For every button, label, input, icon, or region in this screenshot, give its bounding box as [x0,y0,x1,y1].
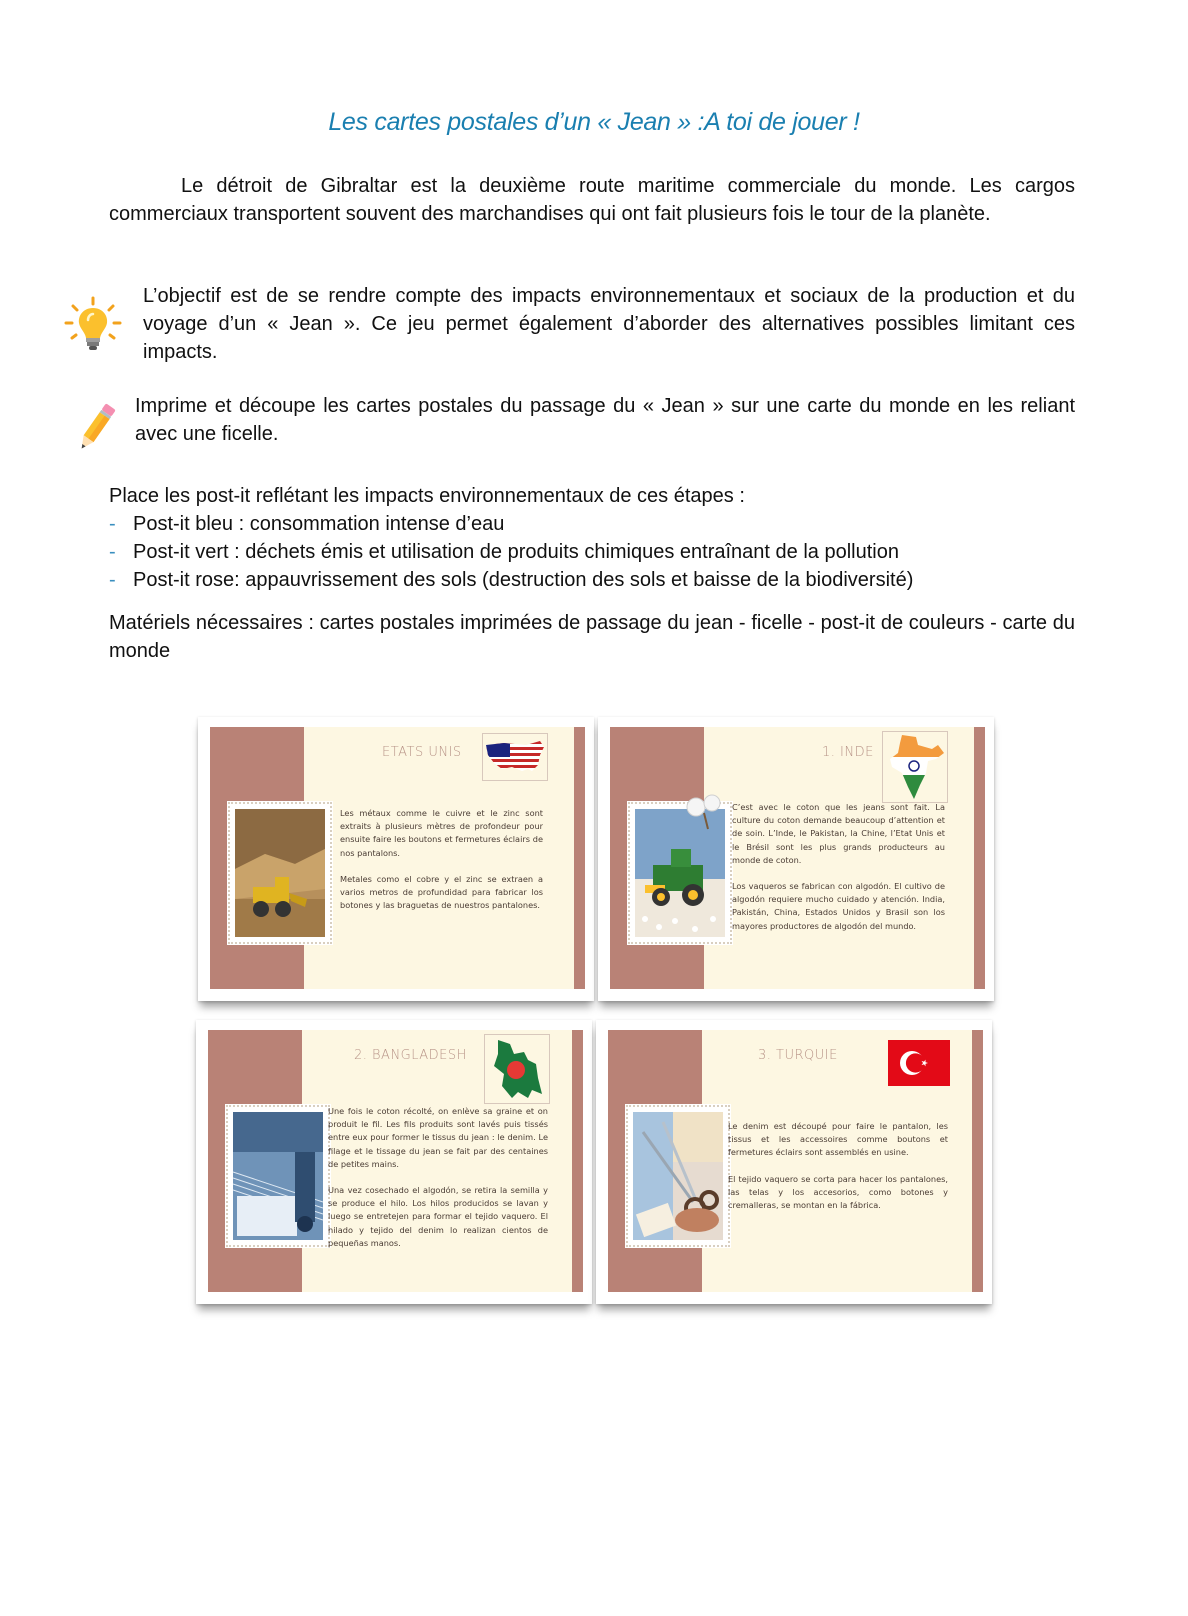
postcard-body [608,1030,983,1292]
postit-item-blue: - Post-it bleu : consommation intense d’eau [109,510,1089,538]
postcard-india [598,717,994,1001]
postit-item-pink: - Post-it rose: appauvrissement des sols (destruction des sols et baisse de la biodiversité) [109,566,1089,594]
materials-paragraph [109,609,1075,665]
intro-text: Le détroit de Gibraltar est la deuxième route maritime commerciale du monde. Les cargos commerciaux transportent souvent des marchandises qui ont fait plusieurs fois le tour de la planète. [109,175,1075,225]
postcard-title: ETATS UNIS [382,745,462,760]
postcard-title: 3. TURQUIE [758,1048,838,1063]
postit-item-green: - Post-it vert : déchets émis et utilisation de produits chimiques entraînant de la pollution [109,538,1089,566]
instruction-paragraph [135,392,1075,448]
postcard-text-es: El tejido vaquero se corta para hacer los pantalones, las telas y los accesorios, como botones y cremalleras, se montan en la fábrica. [728,1173,948,1211]
postcard-right-band [974,727,985,989]
postcard-text-fr: C’est avec le coton que les jeans sont fait. La culture du coton demande beaucoup d’attention et de soin. L’Inde, le Pakistan, la Chine, l’Etat Unis et le Brésil sont les plus grands producteurs au monde de coton. [732,802,945,865]
postcard-body [610,727,985,989]
postcard-text-es: Los vaqueros se fabrican con algodón. El cultivo de algodón requiere mucho cuidado y atención. India, Pakistán, China, Estados Unidos y Brasil son los mayores productores de algodón del mundo. [732,881,945,931]
postcard-bangladesh [196,1020,592,1304]
lightbulb-icon [64,296,122,354]
cotton-boll-icon [684,791,728,831]
postcard-body [208,1030,583,1292]
objective-text: L’objectif est de se rendre compte des impacts environnementaux et sociaux de la production et du voyage d’un « Jean ». Ce jeu permet également d’aborder des alternatives possibles limitant ces impacts. [143,285,1075,363]
postit-section [109,482,1089,594]
postcard-text-es: Metales como el cobre y el zinc se extraen a varios metros de profundidad para fabricar los botones y las braguetas de nuestros pantalones. [340,873,543,911]
postcard-photo-weaving-loom [226,1105,330,1247]
india-flag-map-icon [882,731,948,803]
postit-intro: Place les post-it reflétant les impacts environnementaux de ces étapes : [109,485,745,507]
page-title: Les cartes postales d’un « Jean » :A toi de jouer ! [328,108,860,136]
postcard-text [732,801,945,946]
postcard-photo-cutting-fabric [626,1105,730,1247]
postcard-text [340,807,543,925]
postcard-right-band [574,727,585,989]
postcard-right-band [572,1030,583,1292]
bangladesh-flag-map-icon [484,1034,550,1104]
pencil-icon [70,400,122,456]
postcard-text-fr: Le denim est découpé pour faire le pantalon, les tissus et les accessoires comme boutons et fermetures éclairs sont assemblés en usine. [728,1121,948,1158]
postcard-text [328,1105,548,1263]
postcard-photo-quarry [228,802,332,944]
turkey-flag-icon [888,1040,950,1086]
postcard-turkey [596,1020,992,1304]
postcard-text [728,1120,948,1225]
intro-paragraph [109,172,1075,228]
postcard-right-band [972,1030,983,1292]
postit-list [109,510,1089,594]
postcard-text-fr: Les métaux comme le cuivre et le zinc sont extraits à plusieurs mètres de profondeur pour ensuite faire les boutons et fermetures éclairs de nos pantalons. [340,808,543,858]
postcard-body [210,727,585,989]
postcard-usa [198,717,594,1001]
postcard-text-fr: Une fois le coton récolté, on enlève sa graine et on produit le fil. Les fils produits sont lavés puis tissés entre eux pour former le tissus du jean : le denim. Le filage et le tissage du jean se fait par des centaines de petites mains. [328,1106,548,1169]
usa-flag-map-icon [482,733,548,781]
postcard-title: 1. INDE [822,745,874,760]
materials-text: Matériels nécessaires : cartes postales imprimées de passage du jean - ficelle - post-it de couleurs - carte du monde [109,612,1075,662]
postcard-text-es: Una vez cosechado el algodón, se retira la semilla y se produce el hilo. Los hilos producidos se lavan y luego se entretejen para formar el tejido vaquero. El hilado y tejido del denim lo realizan cientos de pequeñas manos. [328,1185,548,1248]
postcard-title: 2. BANGLADESH [354,1048,467,1063]
objective-paragraph [143,282,1075,366]
instruction-text: Imprime et découpe les cartes postales du passage du « Jean » sur une carte du monde en les reliant avec une ficelle. [135,395,1075,445]
